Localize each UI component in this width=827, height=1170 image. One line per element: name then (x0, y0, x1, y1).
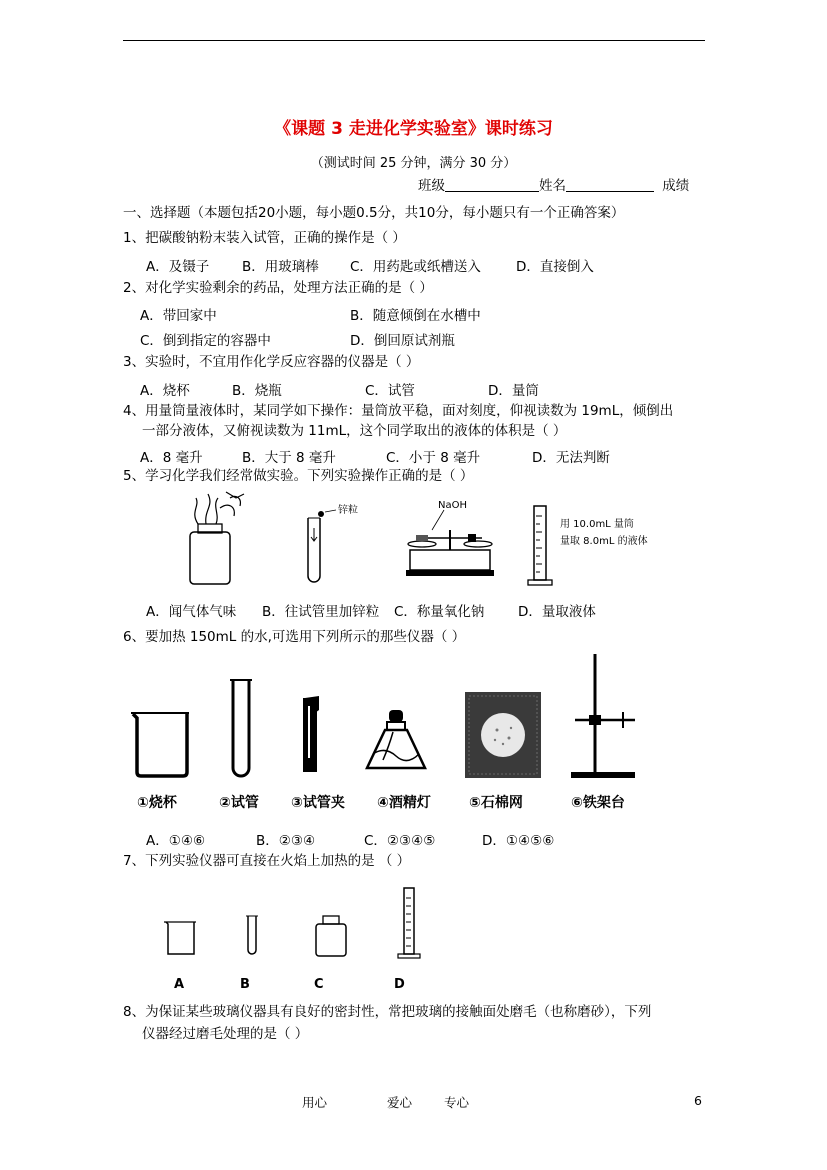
q7-stem: 7、下列实验仪器可直接在火焰上加热的是 （ ） (123, 853, 411, 869)
beaker-illustration (131, 713, 189, 776)
q3-option-b: B．烧瓶 (232, 383, 282, 399)
q5-figure (170, 488, 670, 588)
q4-option-b: B．大于 8 毫升 (242, 450, 336, 466)
q6-option-c: C．②③④⑤ (364, 833, 436, 849)
q6-option-d: D．①④⑤⑥ (482, 833, 555, 849)
header-rule (123, 40, 705, 41)
page-subtitle: （测试时间 25 分钟，满分 30 分） (310, 156, 517, 171)
q8-stem-line2: 仪器经过磨毛处理的是（ ） (142, 1026, 309, 1042)
q7-test-tube-illustration (246, 916, 258, 954)
student-info-line (418, 177, 689, 195)
q1-option-a: A．及镊子 (146, 259, 210, 275)
zinc-label: 锌粒 (338, 505, 358, 516)
q7-label-c: C (314, 977, 324, 992)
q6-figure (123, 650, 663, 820)
q7-beaker-illustration (164, 922, 196, 954)
page-title: 《课题 3 走进化学实验室》课时练习 (274, 119, 553, 139)
q6-label-beaker: ①烧杯 (137, 795, 177, 811)
q5-option-d: D．量取液体 (518, 604, 596, 620)
q2-option-b: B．随意倾倒在水槽中 (350, 308, 481, 324)
q4-stem-line2: 一部分液体，又俯视读数为 11mL，这个同学取出的液体的体积是（ ） (142, 423, 567, 439)
q2-option-a: A．带回家中 (140, 308, 217, 324)
page-number: 6 (694, 1093, 702, 1108)
q7-label-a: A (174, 977, 185, 992)
footer-item-1: 用心 (302, 1095, 328, 1110)
q6-option-a: A．①④⑥ (146, 833, 206, 849)
naoh-label: NaOH (438, 500, 467, 511)
cylinder-note-1: 用 10.0mL 量筒 (560, 519, 634, 530)
section-heading: 一、选择题（本题包括20小题，每小题0.5分，共10分，每小题只有一个正确答案） (123, 205, 625, 221)
graduated-cylinder-illustration (528, 506, 648, 585)
q5-stem: 5、学习化学我们经常做实验。下列实验操作正确的是（ ） (123, 468, 474, 484)
q1-stem: 1、把碳酸钠粉末装入试管，正确的操作是（ ） (123, 230, 406, 246)
q6-option-b: B．②③④ (256, 833, 316, 849)
q2-stem: 2、对化学实验剩余的药品，处理方法正确的是（ ） (123, 280, 433, 296)
name-label: 姓名 (539, 178, 566, 194)
q8-stem-line1: 8、为保证某些玻璃仪器具有良好的密封性，常把玻璃的接触面处磨毛（也称磨砂），下列 (123, 1004, 652, 1020)
q6-label-test-tube: ②试管 (219, 795, 259, 811)
alcohol-lamp-illustration (367, 710, 425, 768)
q4-option-a: A．8 毫升 (140, 450, 203, 466)
q2-option-d: D．倒回原试剂瓶 (350, 333, 455, 349)
q7-bottle-illustration (316, 916, 346, 956)
q3-option-c: C．试管 (365, 383, 415, 399)
q7-figure (150, 882, 450, 992)
q6-label-clamp: ③试管夹 (291, 795, 345, 811)
zinc-test-tube-illustration (308, 503, 358, 582)
balance-illustration (406, 500, 494, 576)
smelling-gas-illustration (190, 492, 244, 584)
q1-option-d: D．直接倒入 (516, 259, 594, 275)
test-tube-illustration (230, 680, 252, 776)
q6-label-gauze: ⑤石棉网 (469, 795, 523, 811)
footer-item-2: 爱心 (387, 1095, 413, 1110)
q4-stem-line1: 4、用量筒量液体时，某同学如下操作：量筒放平稳，面对刻度，仰视读数为 19mL，倾倒出 (123, 403, 674, 419)
q5-option-c: C．称量氧化钠 (394, 604, 485, 620)
q5-option-a: A．闻气体气味 (146, 604, 237, 620)
q7-cylinder-illustration (398, 888, 420, 958)
score-label: 成绩 (662, 178, 690, 194)
cylinder-note-2: 量取 8.0mL 的液体 (560, 536, 648, 547)
name-blank[interactable] (566, 177, 654, 192)
q3-stem: 3、实验时，不宜用作化学反应容器的仪器是（ ） (123, 354, 420, 370)
footer-item-3: 专心 (444, 1095, 470, 1110)
q3-option-a: A．烧杯 (140, 383, 190, 399)
q7-label-d: D (394, 977, 405, 992)
iron-stand-illustration (571, 654, 635, 778)
q2-option-c: C．倒到指定的容器中 (140, 333, 271, 349)
q7-label-b: B (240, 977, 250, 992)
q1-option-c: C．用药匙或纸槽送入 (350, 259, 481, 275)
q6-stem: 6、要加热 150mL 的水,可选用下列所示的那些仪器（ ） (123, 629, 466, 645)
q1-option-b: B．用玻璃棒 (242, 259, 319, 275)
test-tube-clamp-illustration (303, 696, 319, 772)
asbestos-gauze-illustration (465, 692, 541, 778)
q5-option-b: B．往试管里加锌粒 (262, 604, 380, 620)
q4-option-d: D．无法判断 (532, 450, 610, 466)
class-label: 班级 (418, 178, 445, 194)
q4-option-c: C．小于 8 毫升 (386, 450, 481, 466)
class-blank[interactable] (445, 177, 539, 192)
q6-label-stand: ⑥铁架台 (571, 795, 625, 811)
q3-option-d: D．量筒 (488, 383, 539, 399)
q6-label-lamp: ④酒精灯 (377, 795, 431, 811)
